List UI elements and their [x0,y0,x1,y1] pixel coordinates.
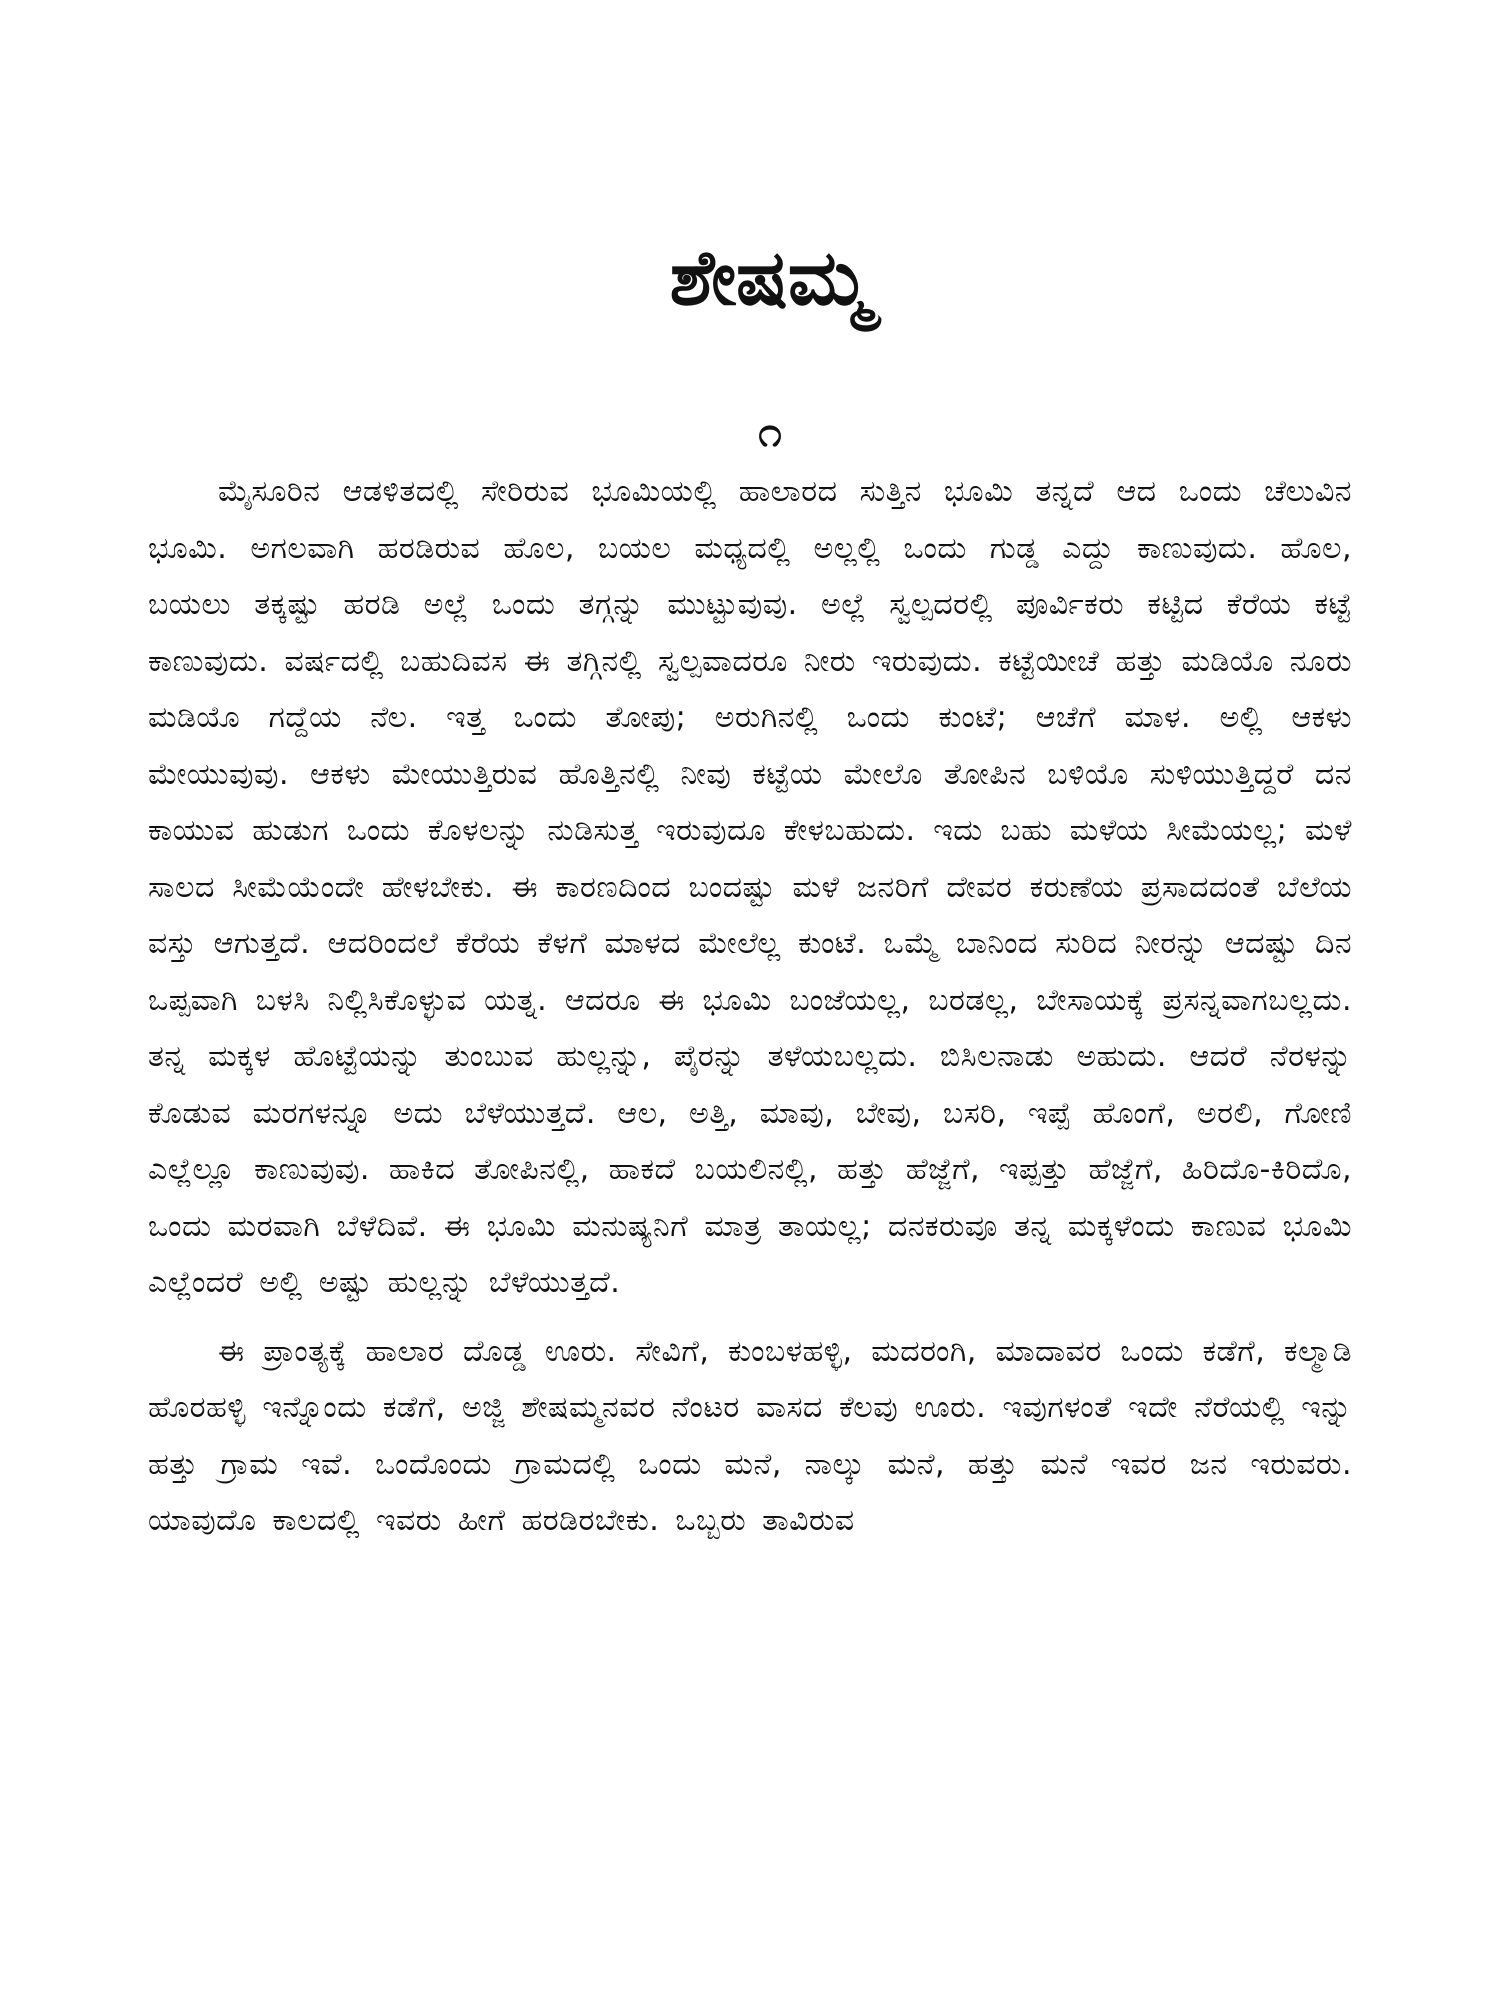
page-title: ಶೇಷಮ್ಮ [669,233,871,322]
paragraph: ಮೈಸೂರಿನ ಆಡಳಿತದಲ್ಲಿ ಸೇರಿರುವ ಭೂಮಿಯಲ್ಲಿ ಹಾಲಾರದ ಸುತ್ತಿನ ಭೂಮಿ ತನ್ನದೆ ಆದ ಒಂದು ಚೆಲುವಿನ ಭೂಮಿ. ಅಗಲವಾಗಿ ಹರಡಿರುವ ಹೊಲ, ಬಯಲ ಮಧ್ಯದಲ್ಲಿ ಅಲ್ಲಲ್ಲಿ ಒಂದು ಗುಡ್ಡ ಎದ್ದು ಕಾಣುವುದು. ಹೊಲ, ಬಯಲು ತಕ್ಕಷ್ಟು ಹರಡಿ ಅಲ್ಲೆ ಒಂದು ತಗ್ಗನ್ನು ಮುಟ್ಟುವುವು. ಅಲ್ಲೆ ಸ್ವಲ್ಪದರಲ್ಲಿ ಪೂರ್ವಿಕರು ಕಟ್ಟಿದ ಕೆರೆಯ ಕಟ್ಟೆ ಕಾಣುವುದು. ವರ್ಷದಲ್ಲಿ ಬಹುದಿವಸ ಈ ತಗ್ಗಿನಲ್ಲಿ ಸ್ವಲ್ಪವಾದರೂ ನೀರು ಇರುವುದು. ಕಟ್ಟೆಯೀಚೆ ಹತ್ತು ಮಡಿಯೊ ನೂರು ಮಡಿಯೊ ಗದ್ದೆಯ ನೆಲ. ಇತ್ತ ಒಂದು ತೋಪು; ಅರುಗಿನಲ್ಲಿ ಒಂದು ಕುಂಟೆ; ಆಚೆಗೆ ಮಾಳ. ಅಲ್ಲಿ ಆಕಳು ಮೇಯುವುವು. ಆಕಳು ಮೇಯುತ್ತಿರುವ ಹೊತ್ತಿನಲ್ಲಿ ನೀವು ಕಟ್ಟೆಯ ಮೇಲೊ ತೋಪಿನ ಬಳಿಯೊ ಸುಳಿಯುತ್ತಿದ್ದರೆ ದನ ಕಾಯುವ ಹುಡುಗ ಒಂದು ಕೊಳಲನ್ನು ನುಡಿಸುತ್ತ ಇರುವುದೂ ಕೇಳಬಹುದು. ಇದು ಬಹು ಮಳೆಯ ಸೀಮೆಯಲ್ಲ; ಮಳೆ ಸಾಲದ ಸೀಮೆಯೆಂದೇ ಹೇಳಬೇಕು. ಈ ಕಾರಣದಿಂದ ಬಂದಷ್ಟು ಮಳೆ ಜನರಿಗೆ ದೇವರ ಕರುಣೆಯ ಪ್ರಸಾದದಂತೆ ಬೆಲೆಯ ವಸ್ತು ಆಗುತ್ತದೆ. ಆದರಿಂದಲೆ ಕೆರೆಯ ಕೆಳಗೆ ಮಾಳದ ಮೇಲೆಲ್ಲ ಕುಂಟೆ. ಒಮ್ಮೆ ಬಾನಿಂದ ಸುರಿದ ನೀರನ್ನು ಆದಷ್ಟು ದಿನ ಒಪ್ಪವಾಗಿ ಬಳಸಿ ನಿಲ್ಲಿಸಿಕೊಳ್ಳುವ ಯತ್ನ. ಆದರೂ ಈ ಭೂಮಿ ಬಂಜೆಯಲ್ಲ, ಬರಡಲ್ಲ, ಬೇಸಾಯಕ್ಕೆ ಪ್ರಸನ್ನವಾಗಬಲ್ಲದು. ತನ್ನ ಮಕ್ಕಳ ಹೊಟ್ಟೆಯನ್ನು ತುಂಬುವ ಹುಲ್ಲನ್ನು, ಪೈರನ್ನು ತಳೆಯಬಲ್ಲದು. ಬಿಸಿಲನಾಡು ಅಹುದು. ಆದರೆ ನೆರಳನ್ನು ಕೊಡುವ ಮರಗಳನ್ನೂ ಅದು ಬೆಳೆಯುತ್ತದೆ. ಆಲ, ಅತ್ತಿ, ಮಾವು, ಬೇವು, ಬಸರಿ, ಇಪ್ಪೆ ಹೊಂಗೆ, ಅರಲಿ, ಗೋಣಿ ಎಲ್ಲೆಲ್ಲೂ ಕಾಣುವುವು. ಹಾಕಿದ ತೋಪಿನಲ್ಲಿ, ಹಾಕದೆ ಬಯಲಿನಲ್ಲಿ, ಹತ್ತು ಹೆಜ್ಜೆಗೆ, ಇಪ್ಪತ್ತು ಹೆಜ್ಜೆಗೆ, ಹಿರಿದೊ-ಕಿರಿದೊ, ಒಂದು ಮರವಾಗಿ ಬೆಳೆದಿವೆ. ಈ ಭೂಮಿ ಮನುಷ್ಯನಿಗೆ ಮಾತ್ರ ತಾಯಲ್ಲ; ದನಕರುವೂ ತನ್ನ ಮಕ್ಕಳೆಂದು ಕಾಣುವ ಭೂಮಿ ಎಲ್ಲೆಂದರೆ ಅಲ್ಲಿ ಅಷ್ಟು ಹುಲ್ಲನ್ನು ಬೆಳೆಯುತ್ತದೆ. [148,474,1352,1300]
chapter-number: ೧ [758,407,782,456]
body-text [148,464,1352,1562]
paragraph: ಈ ಪ್ರಾಂತ್ಯಕ್ಕೆ ಹಾಲಾರ ದೊಡ್ಡ ಊರು. ಸೇವಿಗೆ, ಕುಂಬಳಹಳ್ಳಿ, ಮದರಂಗಿ, ಮಾದಾವರ ಒಂದು ಕಡೆಗೆ, ಕಲ್ಮಾಡಿ ಹೊರಹಳ್ಳಿ ಇನ್ನೊಂದು ಕಡೆಗೆ, ಅಜ್ಜಿ ಶೇಷಮ್ಮನವರ ನೆಂಟರ ವಾಸದ ಕೆಲವು ಊರು. ಇವುಗಳಂತೆ ಇದೇ ನೆರೆಯಲ್ಲಿ ಇನ್ನು ಹತ್ತು ಗ್ರಾಮ ಇವೆ. ಒಂದೊಂದು ಗ್ರಾಮದಲ್ಲಿ ಒಂದು ಮನೆ, ನಾಲ್ಕು ಮನೆ, ಹತ್ತು ಮನೆ ಇವರ ಜನ ಇರುವರು. ಯಾವುದೊ ಕಾಲದಲ್ಲಿ ಇವರು ಹೀಗೆ ಹರಡಿರಬೇಕು. ಒಬ್ಬರು ತಾವಿರುವ [148,1333,1352,1538]
